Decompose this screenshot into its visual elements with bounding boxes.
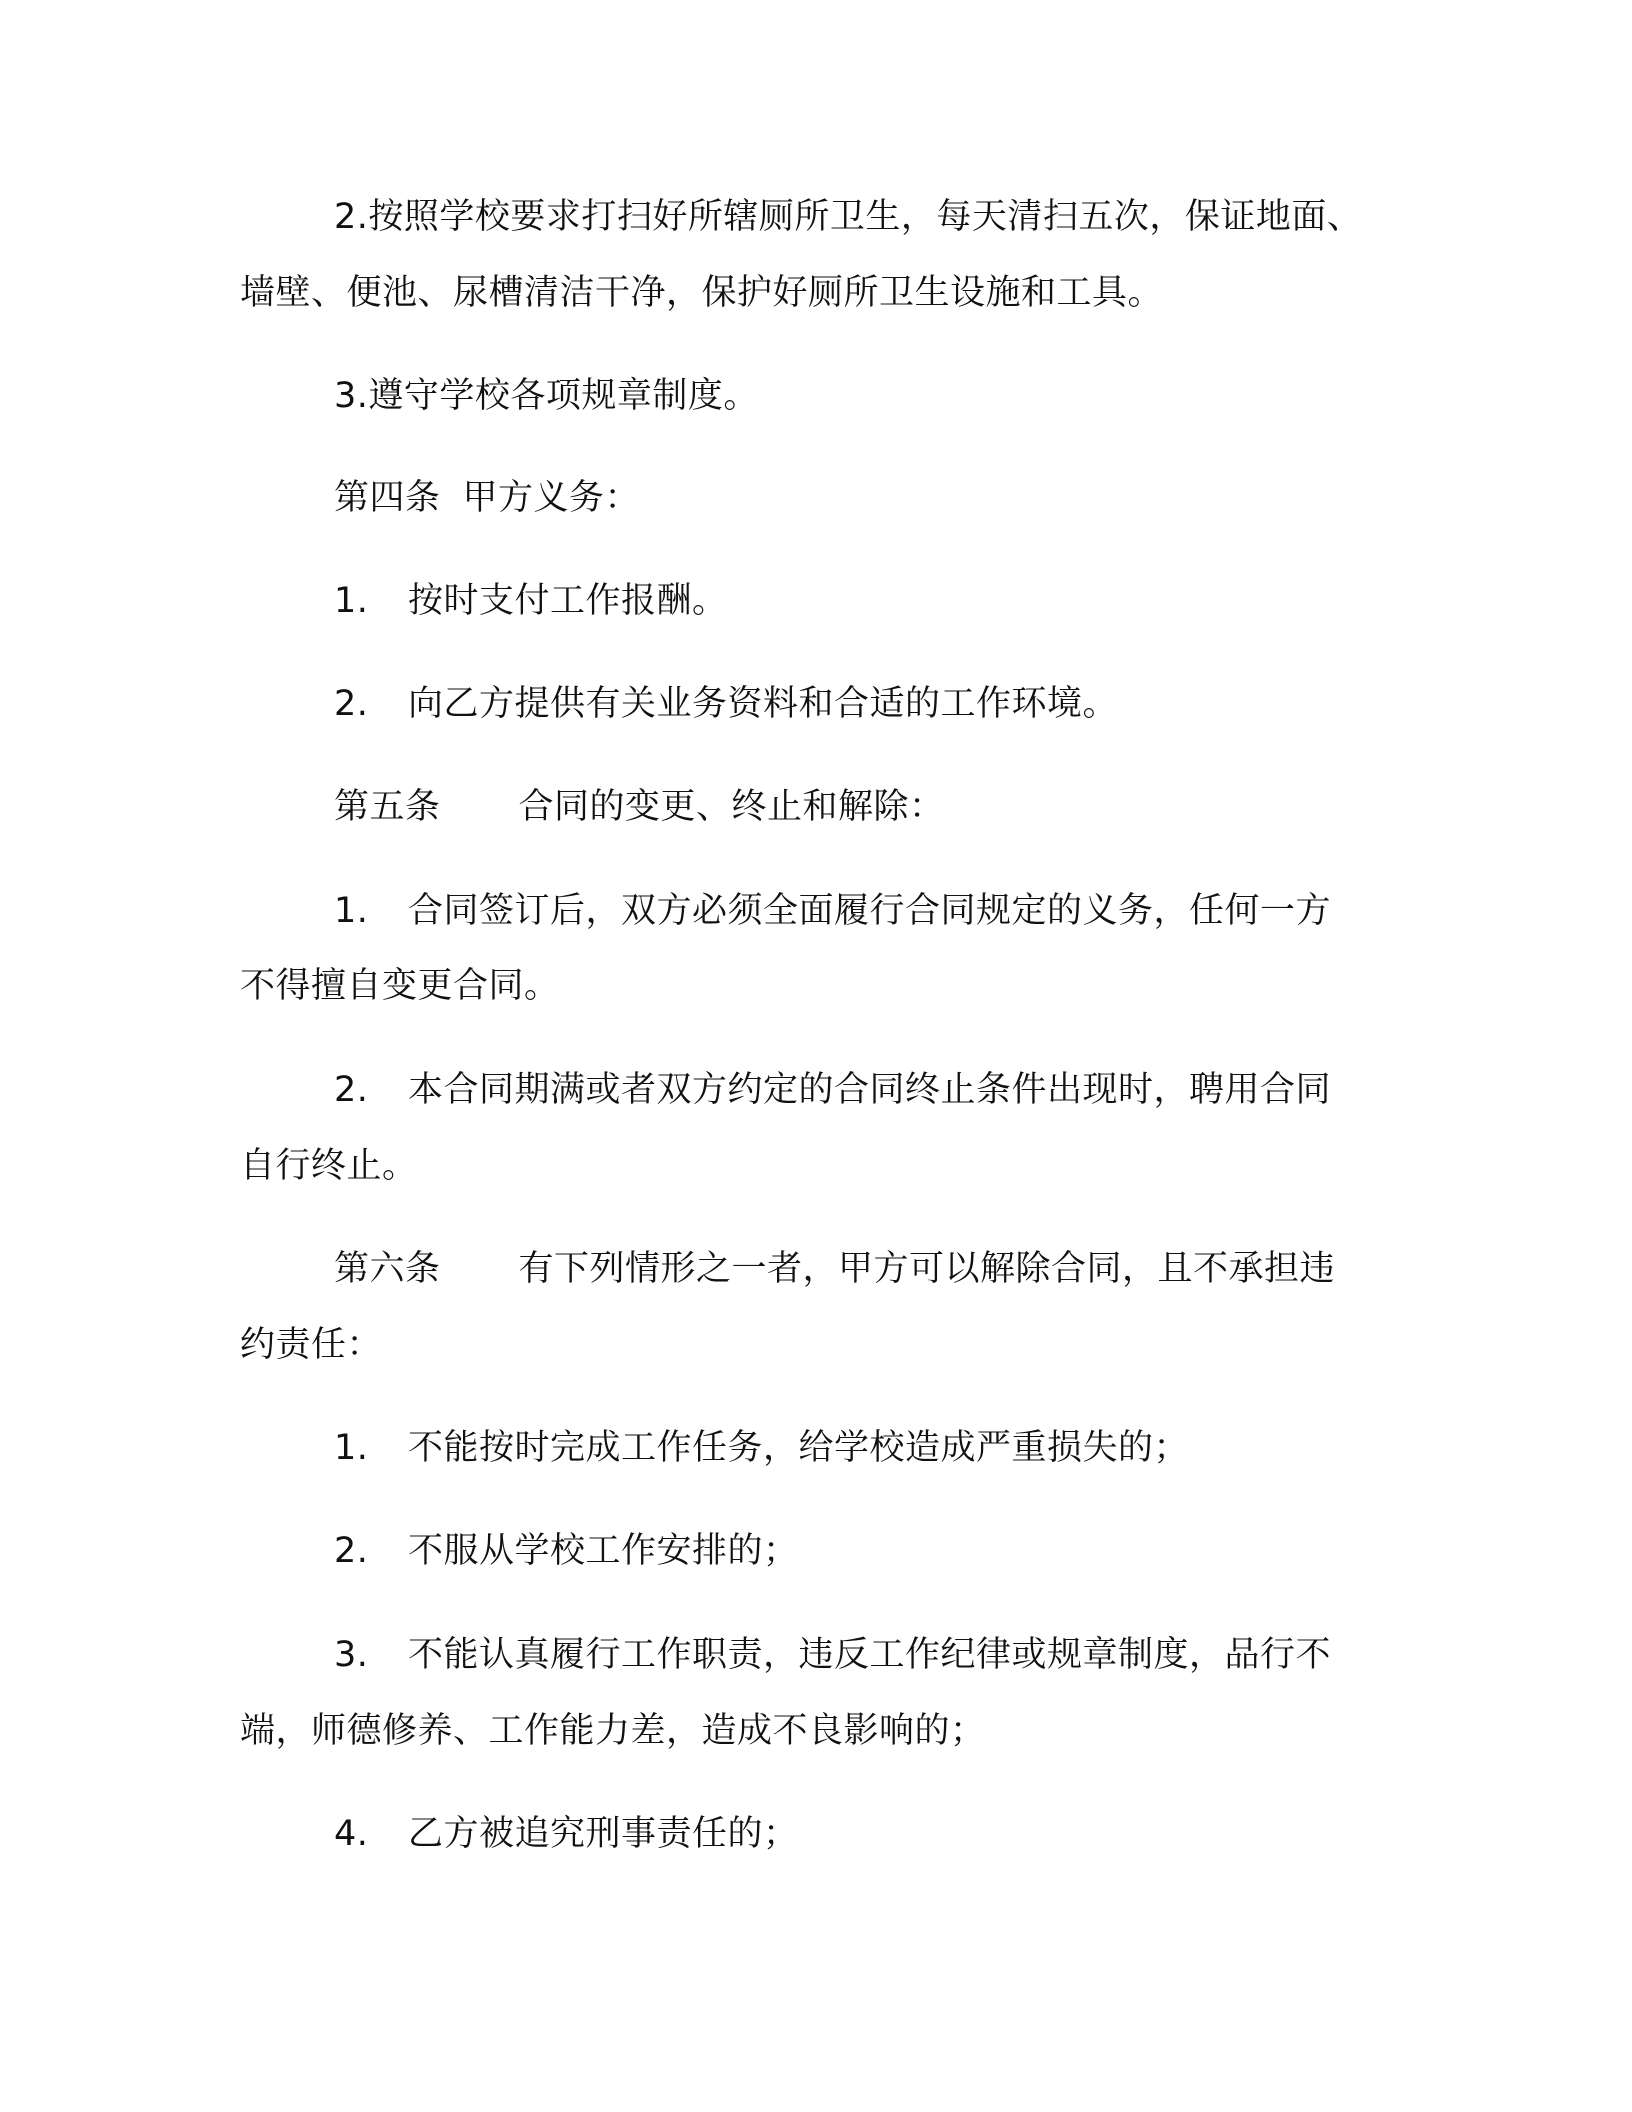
article-6-item-3-line1 <box>334 1631 1331 1679</box>
item-text: 不能认真履行工作职责，违反工作纪律或规章制度，品行不 <box>408 1635 1332 1675</box>
item-text: 本合同期满或者双方约定的合同终止条件出现时，聘用合同 <box>408 1070 1332 1110</box>
item-number: 3. <box>334 1635 369 1675</box>
article-4-item-2 <box>334 680 1118 728</box>
article-6-item-3-line2: 端，师德修养、工作能力差，造成不良影响的； <box>240 1711 986 1751</box>
article-4-label: 第四条 <box>334 478 441 518</box>
article-5-label: 第五条 <box>334 787 441 827</box>
article-5-title: 合同的变更、终止和解除： <box>518 787 945 827</box>
item-number: 2. <box>334 1531 369 1571</box>
item-text: 按时支付工作报酬。 <box>408 581 728 621</box>
article-4-heading <box>334 474 640 522</box>
article-6-item-4 <box>334 1810 799 1858</box>
article-5-item-2-line2: 自行终止。 <box>240 1146 418 1186</box>
item-number: 2. <box>334 684 369 724</box>
item-number: 1. <box>334 1428 369 1468</box>
item-number: 1. <box>334 581 369 621</box>
article-6-heading-line2: 约责任： <box>240 1325 383 1365</box>
article-6-heading-line1 <box>334 1245 1335 1293</box>
article-5-item-1-line1 <box>334 887 1331 935</box>
article-6-item-1 <box>334 1424 1189 1472</box>
article-4-item-1 <box>334 577 728 625</box>
item-text: 不服从学校工作安排的； <box>408 1531 799 1571</box>
paragraph-cleaning-duty-line1: 2.按照学校要求打扫好所辖厕所卫生，每天清扫五次，保证地面、 <box>334 197 1363 237</box>
paragraph-cleaning-duty-line2: 墙壁、便池、尿槽清洁干净，保护好厕所卫生设施和工具。 <box>240 273 1164 313</box>
article-6-title: 有下列情形之一者，甲方可以解除合同，且不承担违 <box>518 1249 1336 1289</box>
item-number: 2. <box>334 1070 369 1110</box>
item-number: 1. <box>334 891 369 931</box>
article-6-label: 第六条 <box>334 1249 441 1289</box>
article-5-item-2-line1 <box>334 1066 1331 1114</box>
article-5-item-1-line2: 不得擅自变更合同。 <box>240 966 560 1006</box>
item-number: 4. <box>334 1814 369 1854</box>
article-6-item-2 <box>334 1527 799 1575</box>
article-5-heading <box>334 783 945 831</box>
item-text: 乙方被追究刑事责任的； <box>408 1814 799 1854</box>
item-text: 合同签订后，双方必须全面履行合同规定的义务，任何一方 <box>408 891 1332 931</box>
paragraph-rules: 3.遵守学校各项规章制度。 <box>334 376 759 416</box>
item-text: 不能按时完成工作任务，给学校造成严重损失的； <box>408 1428 1190 1468</box>
item-text: 向乙方提供有关业务资料和合适的工作环境。 <box>408 684 1119 724</box>
article-4-title: 甲方义务： <box>462 478 641 518</box>
